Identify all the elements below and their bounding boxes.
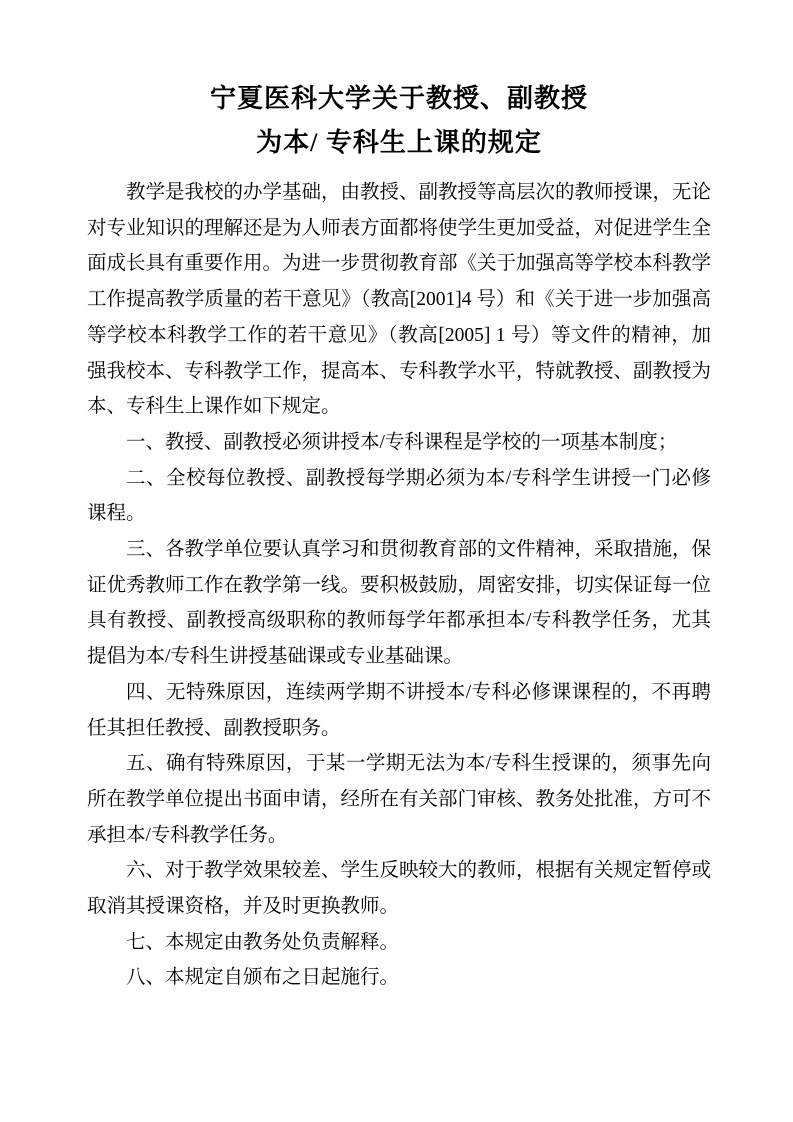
paragraph-item-4: 四、无特殊原因，连续两学期不讲授本/专科必修课课程的，不再聘任其担任教授、副教授职务。	[87, 681, 711, 739]
paragraph-item-5: 五、确有特殊原因，于某一学期无法为本/专科生授课的，须事先向所在教学单位提出书面申请，经所在有关部门审核、教务处批准，方可不承担本/专科教学任务。	[87, 753, 712, 846]
paragraph-intro: 教学是我校的办学基础，由教授、副教授等高层次的教师授课，无论对专业知识的理解还是为人师表方面都将使学生更加受益，对促进学生全面成长具有重要作用。为进一步贯彻教育部《关于加强高等学校本科教学工作提高教学质量的若干意见》（教高[2001]4 号）和《关于进一步加强高等学校本科教学工作的若干意见》（教高[2005] 1 号）等文件的精神，加强我校本、专科教学工作，提高本、专科教学水平，特就教授、副教授为本、专科生上课作如下规定。	[87, 182, 712, 418]
document-title-line-1: 宁夏医科大学关于教授、副教授	[209, 84, 588, 113]
paragraph-item-7: 七、本规定由教务处负责解释。	[126, 931, 400, 953]
paragraph-item-6: 六、对于教学效果较差、学生反映较大的教师，根据有关规定暂停或取消其授课资格，并及时更换教师。	[87, 860, 712, 918]
document-body	[87, 175, 711, 996]
paragraph-item-2: 二、全校每位教授、副教授每学期必须为本/专科学生讲授一门必修课程。	[87, 467, 711, 525]
paragraph-item-8: 八、本规定自颁布之日起施行。	[126, 967, 400, 989]
paragraph-item-1: 一、教授、副教授必须讲授本/专科课程是学校的一项基本制度；	[126, 431, 678, 453]
document-title-line-2: 为本/ 专科生上课的规定	[256, 128, 542, 157]
paragraph-item-3: 三、各教学单位要认真学习和贯彻教育部的文件精神，采取措施，保证优秀教师工作在教学第一线。要积极鼓励，周密安排，切实保证每一位具有教授、副教授高级职称的教师每学年都承担本/专科教学任务，尤其提倡为本/专科生讲授基础课或专业基础课。	[87, 539, 712, 668]
document-title	[87, 77, 711, 165]
